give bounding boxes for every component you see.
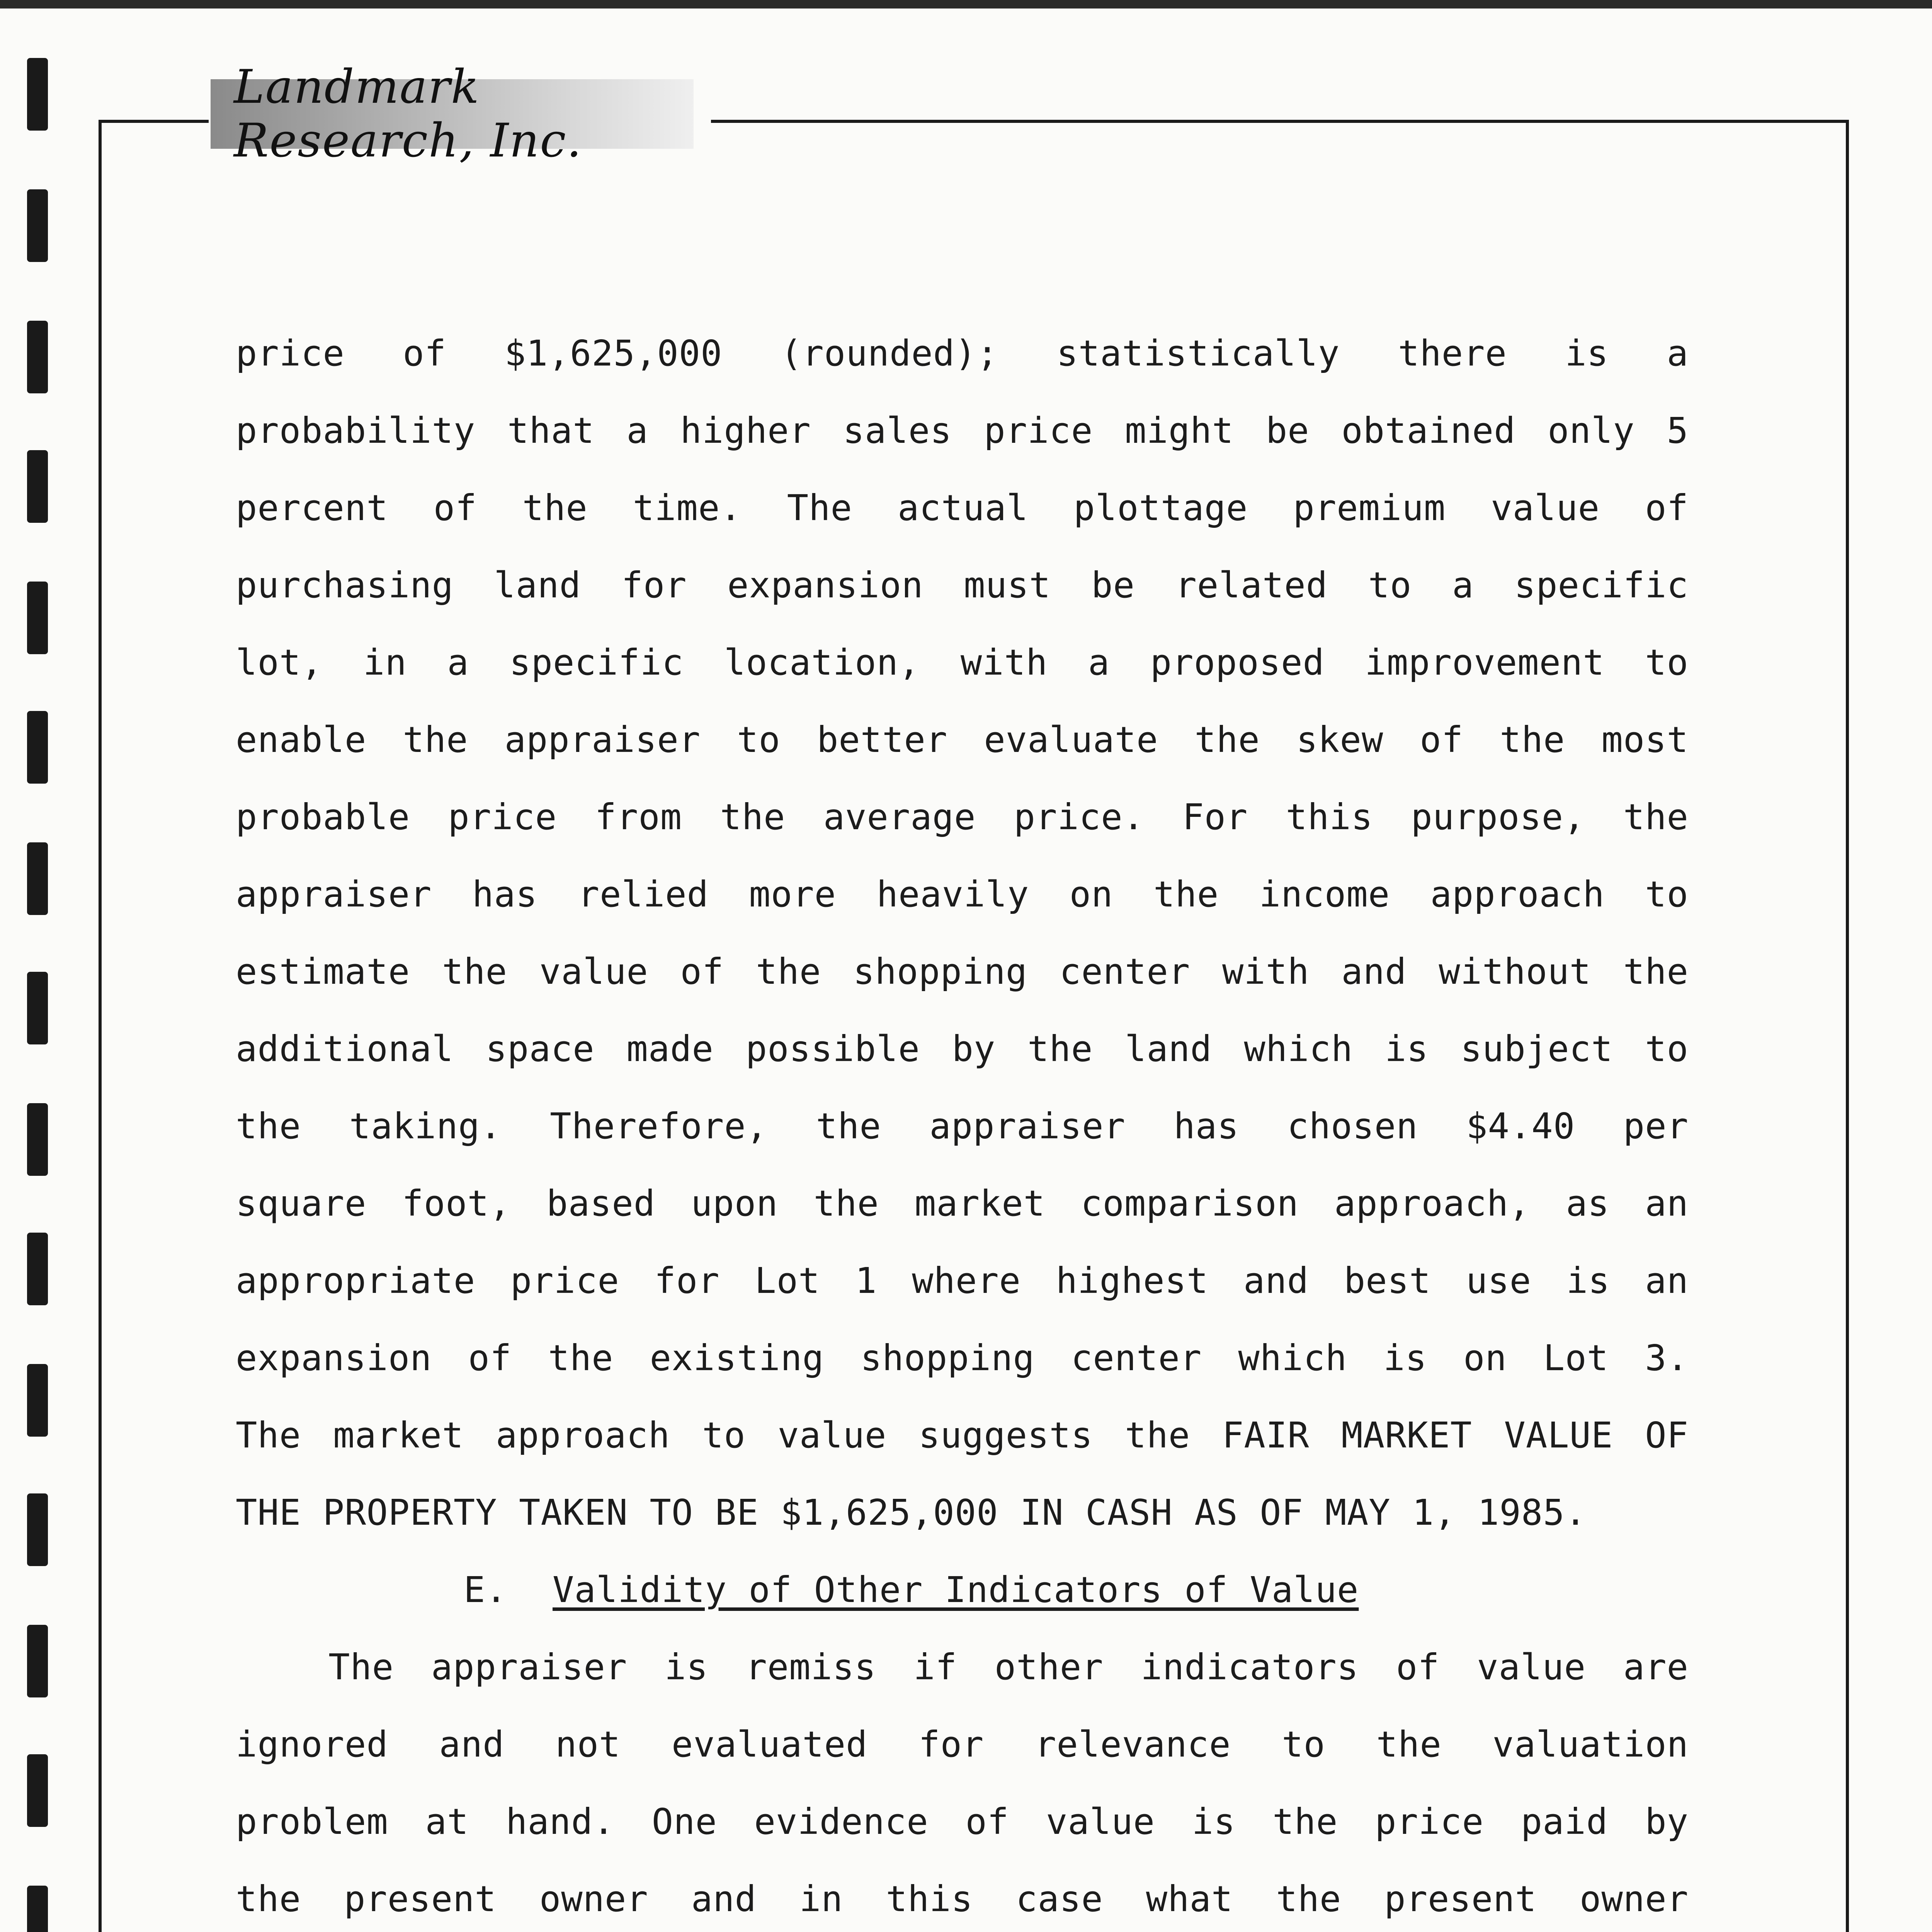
binding-hole (27, 972, 48, 1044)
text-line: appropriate price for Lot 1 where highest and best use is an (236, 1260, 1689, 1301)
text-line: the present owner and in this case what the present owner (236, 1878, 1689, 1920)
text-line: estimate the value of the shopping center with and without the (236, 951, 1689, 992)
text-line: purchasing land for expansion must be related to a specific (236, 565, 1689, 606)
binding-hole (27, 582, 48, 654)
text-line: percent of the time. The actual plottage premium value of (236, 487, 1689, 529)
binding-hole (27, 1103, 48, 1176)
text-line: The market approach to value suggests the FAIR MARKET VALUE OF (236, 1415, 1689, 1456)
section-heading (236, 1551, 1689, 1629)
binding-hole (27, 1364, 48, 1437)
paragraph (236, 315, 1689, 1551)
company-logo (211, 60, 694, 168)
binding-hole (27, 1233, 48, 1305)
text-line: the taking. Therefore, the appraiser has chosen $4.40 per (236, 1105, 1689, 1147)
text-line: square foot, based upon the market comparison approach, as an (236, 1183, 1689, 1224)
document-body (236, 315, 1689, 1932)
text-line: expansion of the existing shopping center which is on Lot 3. (236, 1337, 1689, 1379)
section-title: Validity of Other Indicators of Value (553, 1569, 1359, 1611)
binding-hole (27, 58, 48, 131)
paragraph (236, 1629, 1689, 1932)
binding-hole (27, 1625, 48, 1697)
text-line: lot, in a specific location, with a proposed improvement to (236, 642, 1689, 683)
text-line: The appraiser is remiss if other indicators of value are (328, 1646, 1689, 1688)
section-number: E. (464, 1569, 507, 1611)
binding-hole (27, 321, 48, 393)
text-line: additional space made possible by the land which is subject to (236, 1028, 1689, 1070)
binding-hole (27, 1754, 48, 1827)
text-line: problem at hand. One evidence of value is the price paid by (236, 1801, 1689, 1842)
scan-top-edge (0, 0, 1932, 9)
binding-hole (27, 842, 48, 915)
text-line: enable the appraiser to better evaluate the skew of the most (236, 719, 1689, 760)
text-line: appraiser has relied more heavily on the income approach to (236, 874, 1689, 915)
logo-text: Landmark Research, Inc. (234, 60, 582, 168)
binding-holes (27, 0, 66, 1932)
text-line: ignored and not evaluated for relevance to the valuation (236, 1724, 1689, 1765)
binding-hole (27, 1886, 48, 1932)
text-line: price of $1,625,000 (rounded); statistically there is a (236, 333, 1689, 374)
text-line: THE PROPERTY TAKEN TO BE $1,625,000 IN CASH AS OF MAY 1, 1985. (236, 1492, 1587, 1533)
binding-hole (27, 1493, 48, 1566)
binding-hole (27, 189, 48, 262)
binding-hole (27, 711, 48, 784)
binding-hole (27, 450, 48, 523)
text-line: probable price from the average price. For this purpose, the (236, 796, 1689, 838)
text-line: probability that a higher sales price might be obtained only 5 (236, 410, 1689, 451)
